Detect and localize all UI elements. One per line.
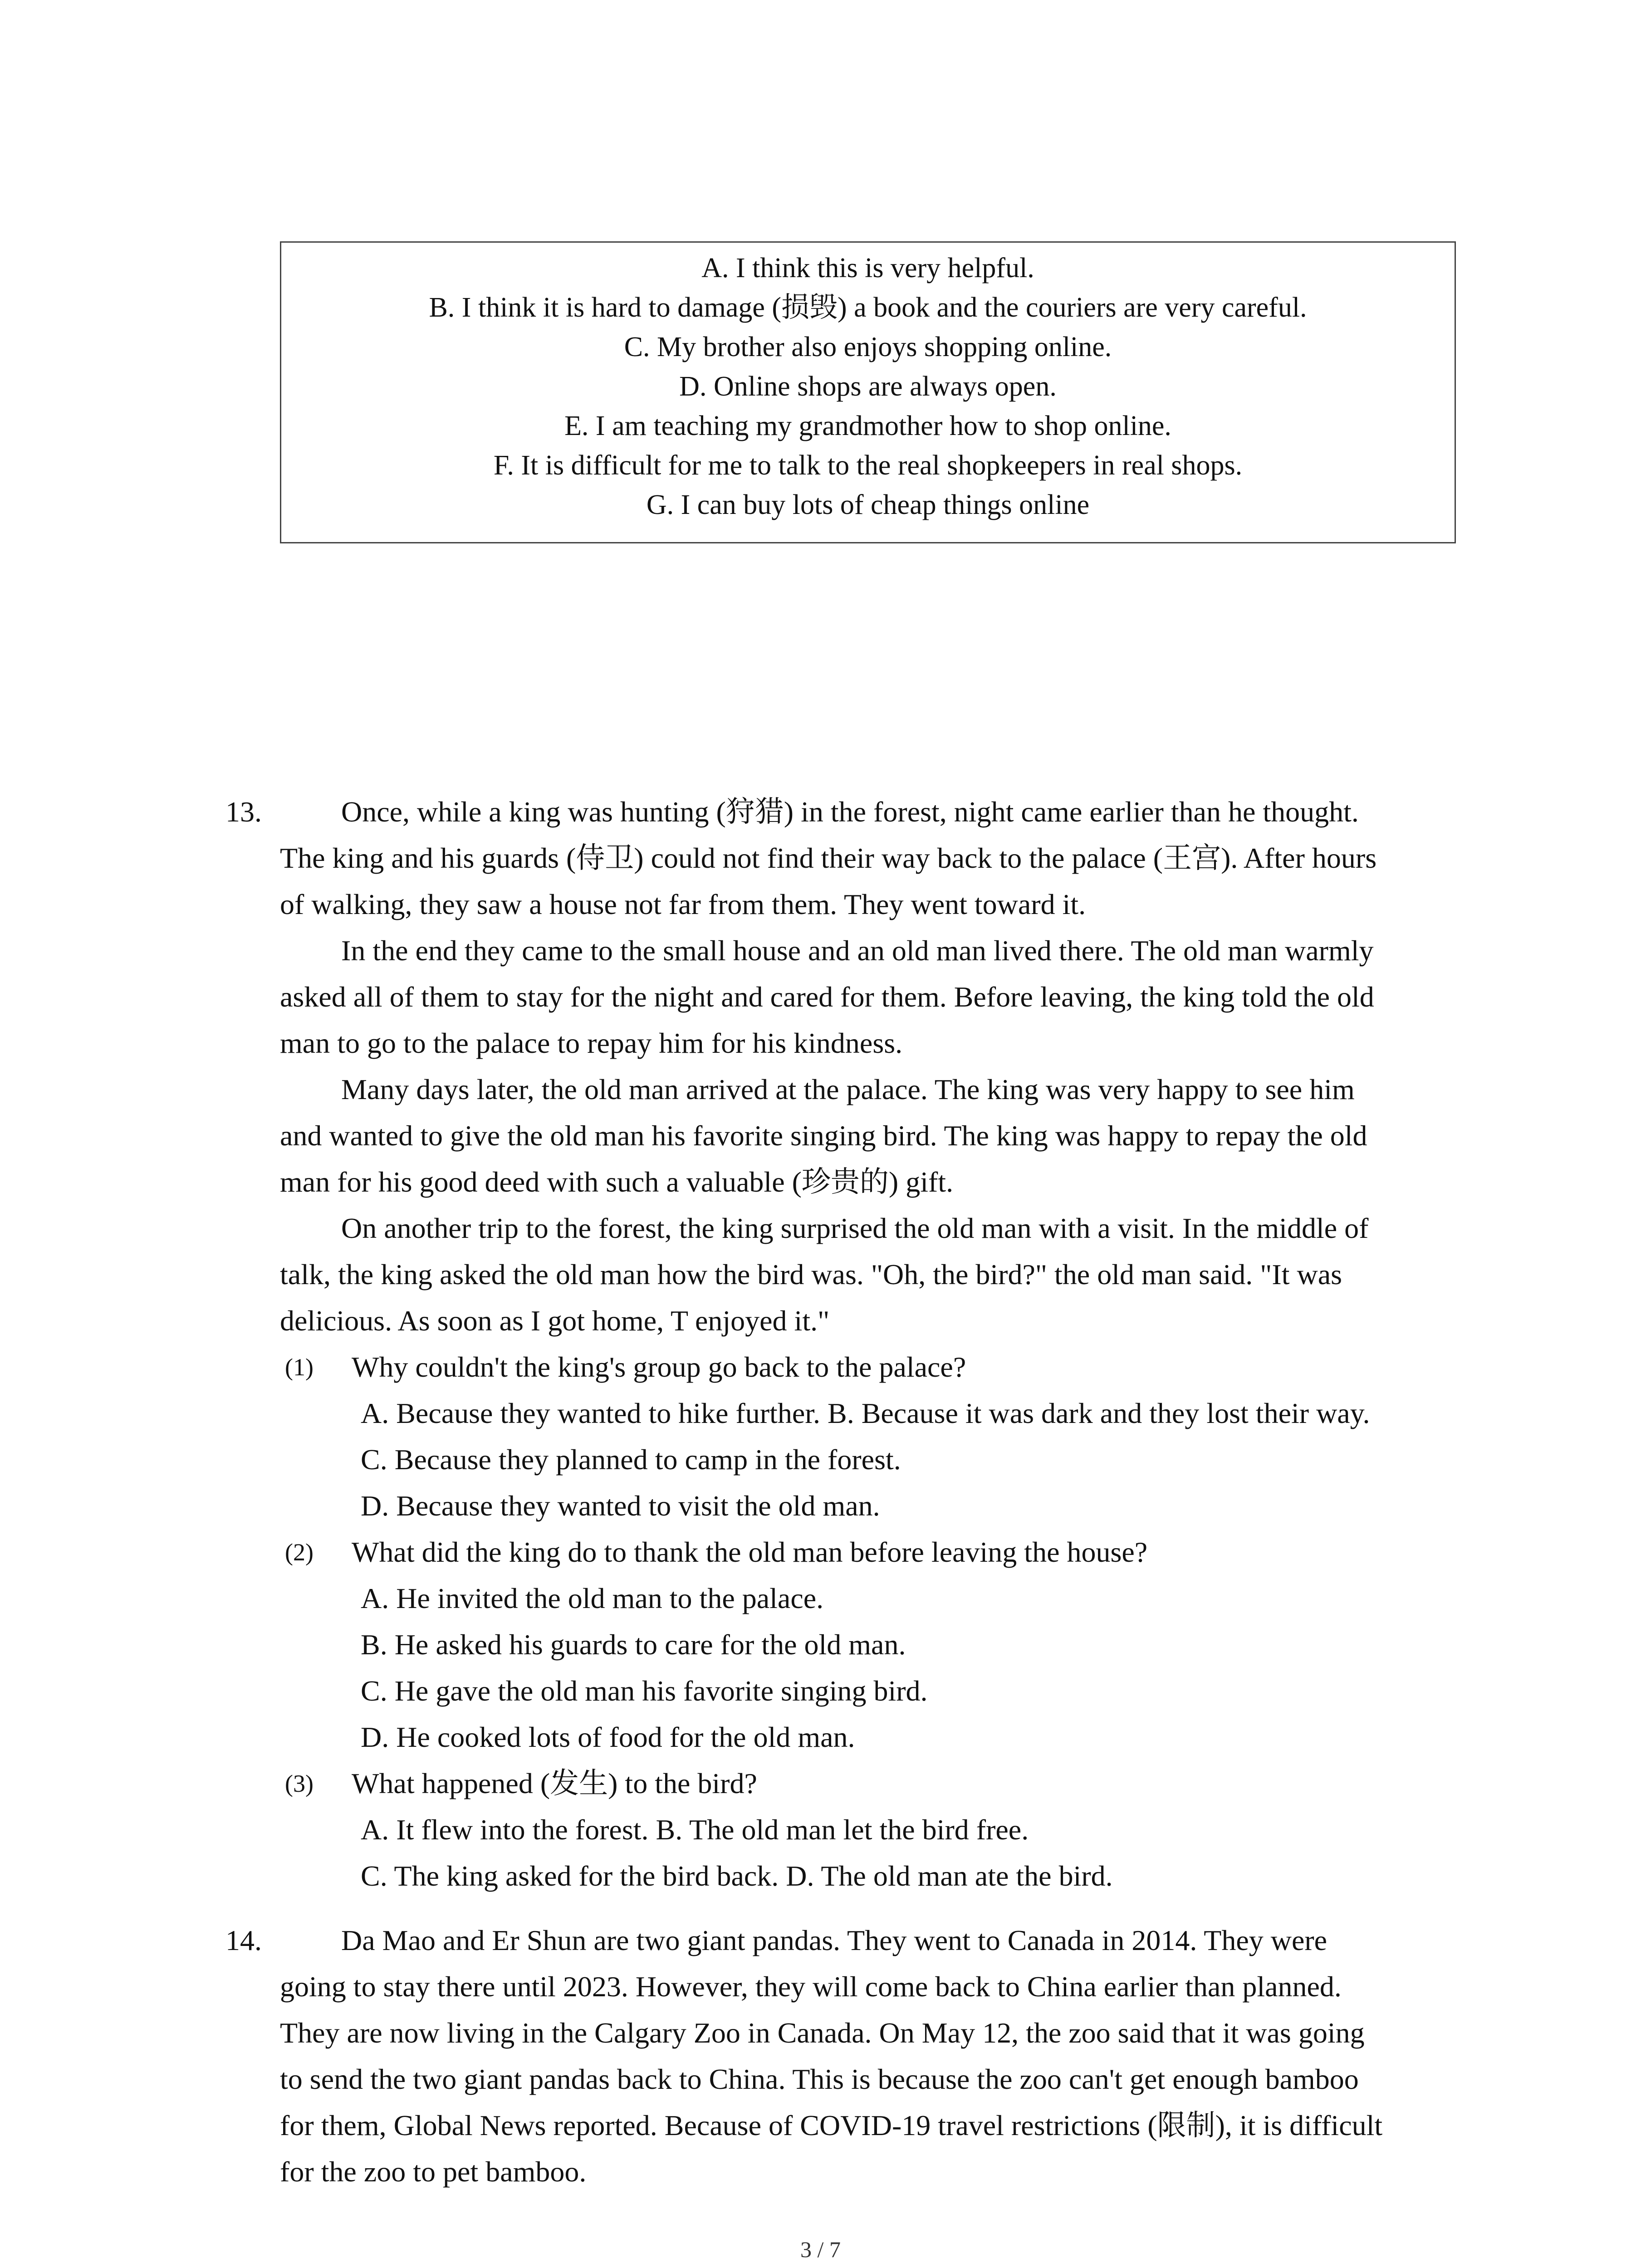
passage-line: delicious. As soon as I got home, T enjoyed it." bbox=[280, 1305, 830, 1337]
option-e: E. I am teaching my grandmother how to shop online. bbox=[564, 411, 1171, 441]
option-a: A. I think this is very helpful. bbox=[701, 253, 1034, 284]
passage-line: In the end they came to the small house and an old man lived there. The old man warmly bbox=[341, 934, 1374, 967]
passage-line: The king and his guards (侍卫) could not find their way back to the palace (王宫). After hours bbox=[280, 842, 1377, 874]
question-14-number: 14. bbox=[225, 1924, 262, 1956]
option-b: B. I think it is hard to damage (损毁) a book and the couriers are very careful. bbox=[429, 292, 1307, 323]
sub-question-number: (3) bbox=[285, 1770, 314, 1797]
passage-line: Da Mao and Er Shun are two giant pandas. They went to Canada in 2014. They were bbox=[341, 1924, 1327, 1956]
passage-line: asked all of them to stay for the night and cared for them. Before leaving, the king told the old bbox=[280, 981, 1374, 1013]
passage-line: Many days later, the old man arrived at the palace. The king was very happy to see him bbox=[341, 1073, 1355, 1105]
passage-line: going to stay there until 2023. However, they will come back to China earlier than planned. bbox=[280, 1970, 1342, 2003]
passage-line: talk, the king asked the old man how the bird was. "Oh, the bird?" the old man said. "It was bbox=[280, 1258, 1342, 1290]
passage-line: Once, while a king was hunting (狩猎) in the forest, night came earlier than he thought. bbox=[341, 796, 1359, 828]
sub-question-number: (2) bbox=[285, 1539, 314, 1566]
answer-choice: A. It flew into the forest. B. The old man let the bird free. bbox=[361, 1813, 1029, 1846]
passage-line: of walking, they saw a house not far from them. They went toward it. bbox=[280, 888, 1086, 920]
question-13-number: 13. bbox=[225, 796, 262, 828]
options-box bbox=[280, 241, 1456, 543]
option-c: C. My brother also enjoys shopping online. bbox=[624, 332, 1112, 362]
passage-line: and wanted to give the old man his favorite singing bird. The king was happy to repay the old bbox=[280, 1119, 1367, 1152]
passage-line: man for his good deed with such a valuable (珍贵的) gift. bbox=[280, 1166, 954, 1198]
passage-line: man to go to the palace to repay him for his kindness. bbox=[280, 1027, 903, 1059]
answer-choice: A. He invited the old man to the palace. bbox=[361, 1582, 824, 1614]
sub-question-text: Why couldn't the king's group go back to the palace? bbox=[352, 1351, 966, 1383]
answer-choice: C. He gave the old man his favorite singing bird. bbox=[361, 1675, 928, 1707]
answer-choice: C. Because they planned to camp in the forest. bbox=[361, 1443, 901, 1476]
answer-choice: C. The king asked for the bird back. D. The old man ate the bird. bbox=[361, 1860, 1113, 1892]
passage-line: for them, Global News reported. Because of COVID-19 travel restrictions (限制), it is difficult bbox=[280, 2109, 1383, 2141]
passage-line: to send the two giant pandas back to China. This is because the zoo can't get enough bamboo bbox=[280, 2063, 1359, 2095]
option-f: F. It is difficult for me to talk to the real shopkeepers in real shops. bbox=[493, 450, 1243, 481]
page-number: 3 / 7 bbox=[800, 2237, 841, 2262]
answer-choice: D. He cooked lots of food for the old man. bbox=[361, 1721, 855, 1753]
option-d: D. Online shops are always open. bbox=[679, 371, 1057, 402]
answer-choice: A. Because they wanted to hike further. B. Because it was dark and they lost their way. bbox=[361, 1397, 1370, 1429]
sub-question-text: What happened (发生) to the bird? bbox=[352, 1767, 757, 1799]
passage-line: They are now living in the Calgary Zoo in Canada. On May 12, the zoo said that it was going bbox=[280, 2017, 1365, 2049]
passage-line: On another trip to the forest, the king surprised the old man with a visit. In the middle of bbox=[341, 1212, 1369, 1244]
sub-question-number: (1) bbox=[285, 1354, 314, 1381]
passage-line: for the zoo to pet bamboo. bbox=[280, 2156, 587, 2188]
answer-choice: B. He asked his guards to care for the old man. bbox=[361, 1628, 906, 1661]
answer-choice: D. Because they wanted to visit the old man. bbox=[361, 1490, 880, 1522]
option-g: G. I can buy lots of cheap things online bbox=[646, 489, 1090, 520]
sub-question-text: What did the king do to thank the old man before leaving the house? bbox=[352, 1536, 1148, 1568]
